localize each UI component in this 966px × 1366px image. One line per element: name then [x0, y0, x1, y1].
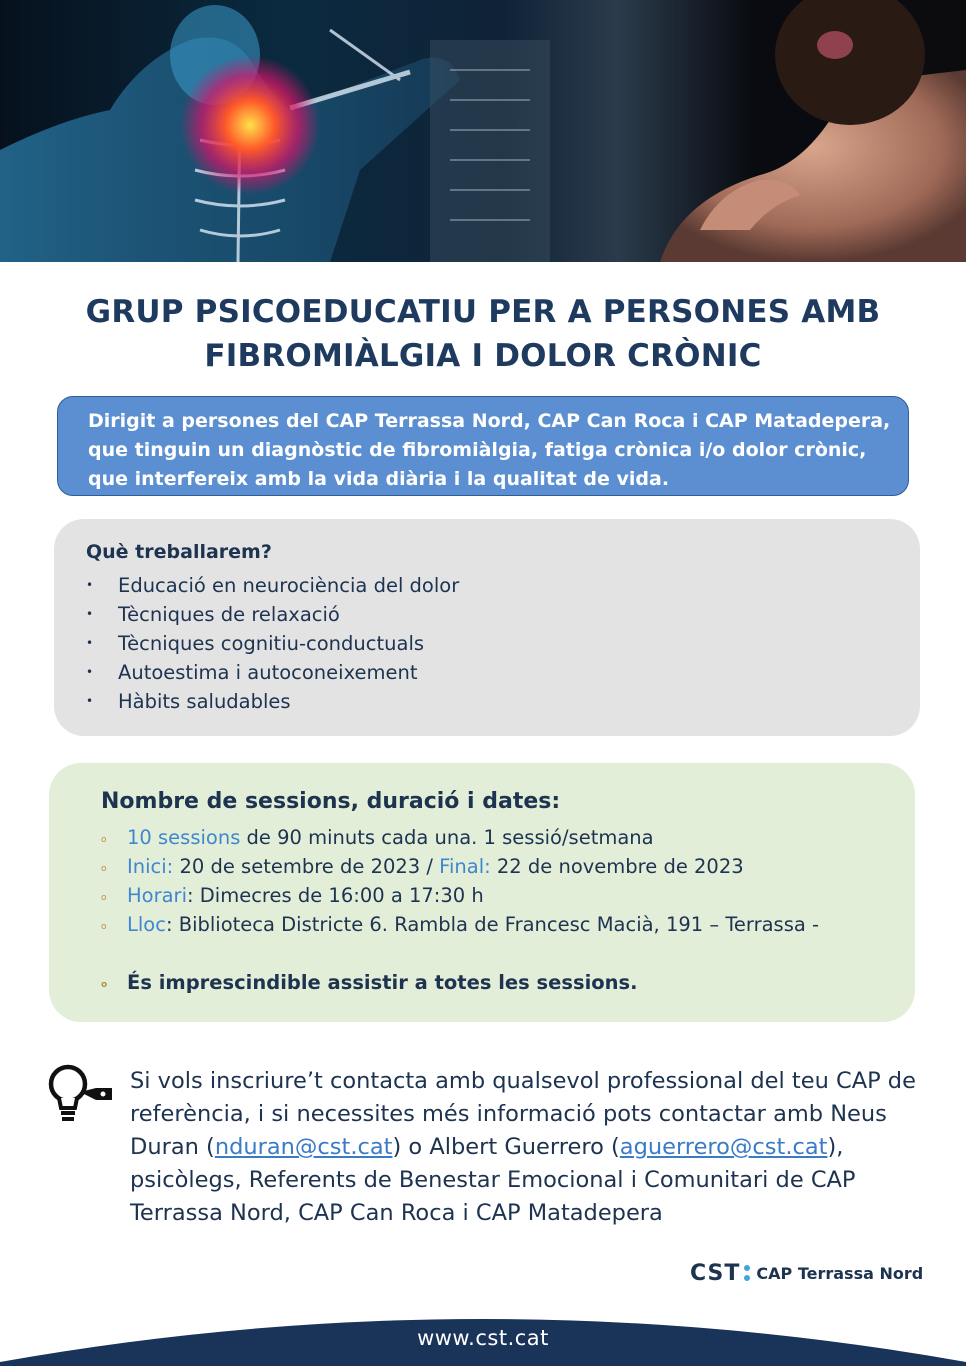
- sessions-dates-item: [101, 852, 915, 881]
- email-link-nduran[interactable]: nduran@cst.cat: [214, 1134, 393, 1160]
- email-link-aguerrero[interactable]: aguerrero@cst.cat: [619, 1134, 828, 1160]
- sessions-count-text: de 90 minuts cada una. 1 sessió/setmana: [240, 826, 654, 849]
- topic-item: • Hàbits saludables: [86, 687, 920, 716]
- contact-line-1: Si vols inscriure’t contacta amb qualsevol professional del teu CAP de: [130, 1068, 916, 1094]
- contact-line-4: psicòlegs, Referents de Benestar Emocional i Comunitari de CAP: [130, 1167, 856, 1193]
- topic-item: • Autoestima i autoconeixement: [86, 658, 920, 687]
- mandatory-note: o És imprescindible assistir a totes les sessions.: [101, 968, 915, 997]
- intro-line-2: que tinguin un diagnòstic de fibromiàlgia, fatiga crònica i/o dolor crònic,: [88, 439, 867, 461]
- contact-line-3: [130, 1131, 930, 1164]
- footer-url-link[interactable]: www.cst.cat: [417, 1326, 549, 1350]
- intro-line-3: que interfereix amb la vida diària i la qualitat de vida.: [88, 468, 670, 490]
- intro-line-1: Dirigit a persones del CAP Terrassa Nord, CAP Can Roca i CAP Matadepera,: [88, 410, 891, 432]
- header-image: [0, 0, 966, 262]
- schedule-text: : Dimecres de 16:00 a 17:30 h: [187, 884, 484, 907]
- topics-list: [86, 571, 920, 716]
- logo-dots-icon: [744, 1265, 750, 1281]
- contact-line-5: Terrassa Nord, CAP Can Roca i CAP Matadepera: [130, 1200, 663, 1226]
- sessions-box: [49, 763, 915, 1022]
- sessions-count-label: 10 sessions: [127, 826, 241, 849]
- end-text: 22 de novembre de 2023: [490, 855, 744, 878]
- logo-brand: CST: [690, 1260, 741, 1286]
- contact-text-b: ) o Albert Guerrero (: [392, 1134, 620, 1160]
- logo-center-name: CAP Terrassa Nord: [756, 1263, 924, 1283]
- topic-item: • Educació en neurociència del dolor: [86, 571, 920, 600]
- sessions-place-item: [101, 910, 915, 939]
- topic-item: • Tècniques cognitiu-conductuals: [86, 629, 920, 658]
- page-title: [0, 290, 966, 378]
- sessions-list: [101, 823, 915, 997]
- contact-text-a: Duran (: [130, 1134, 215, 1160]
- place-text: : Biblioteca Districte 6. Rambla de Francesc Macià, 191 – Terrassa -: [165, 913, 820, 936]
- topics-heading: Què treballarem?: [86, 541, 272, 563]
- schedule-label: Horari: [127, 884, 187, 907]
- start-label: Inici:: [127, 855, 174, 878]
- end-label: Final:: [439, 855, 491, 878]
- contact-text-c: ),: [827, 1134, 844, 1160]
- title-line-1: GRUP PSICOEDUCATIU PER A PERSONES AMB: [85, 294, 881, 330]
- contact-paragraph: [130, 1065, 930, 1230]
- topics-box: [54, 519, 920, 736]
- lightbulb-icon: [46, 1062, 114, 1130]
- sessions-schedule-item: [101, 881, 915, 910]
- footer: [0, 1296, 966, 1366]
- title-line-2: FIBROMIÀLGIA I DOLOR CRÒNIC: [204, 338, 762, 374]
- sessions-count-item: [101, 823, 915, 852]
- sessions-heading: Nombre de sessions, duració i dates:: [101, 789, 561, 814]
- contact-line-2: referència, i si necessites més informació pots contactar amb Neus: [130, 1101, 887, 1127]
- start-text: 20 de setembre de 2023 /: [173, 855, 440, 878]
- cst-logo: [690, 1258, 923, 1288]
- neck-pain-xray-photo-icon: [0, 0, 966, 262]
- topic-item: • Tècniques de relaxació: [86, 600, 920, 629]
- intro-box: [57, 396, 909, 496]
- place-label: Lloc: [127, 913, 166, 936]
